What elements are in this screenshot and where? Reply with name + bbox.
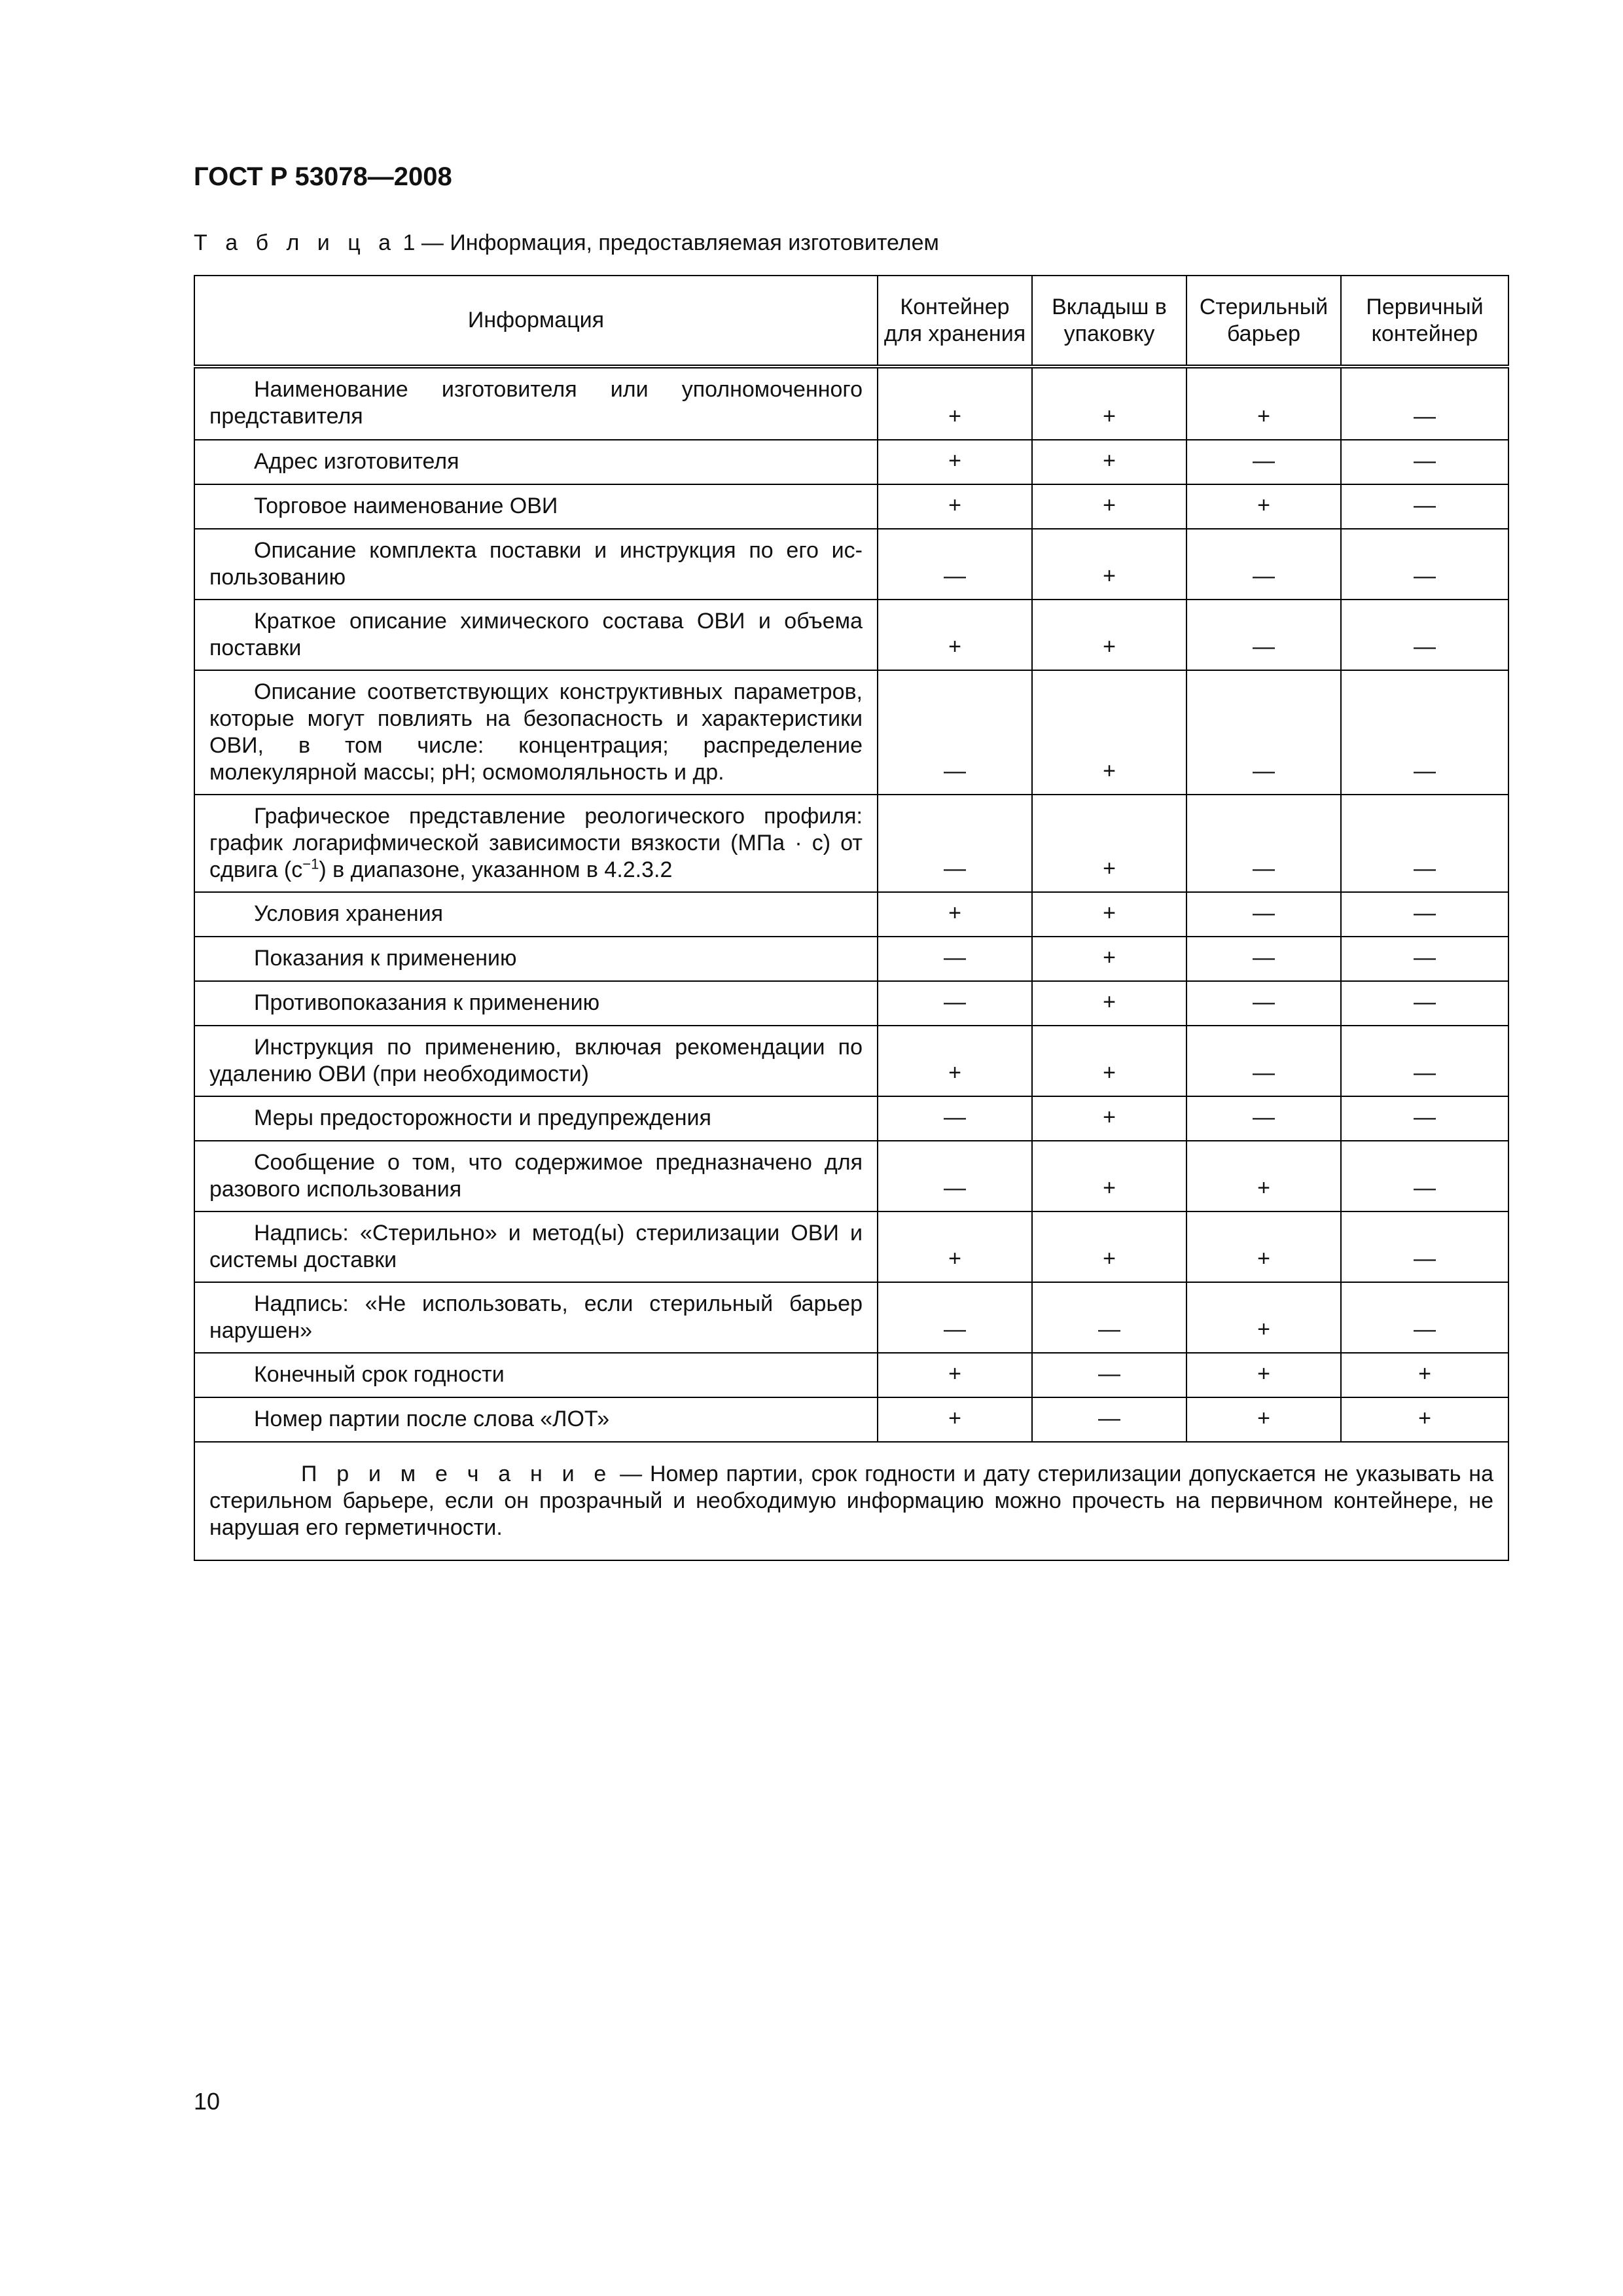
mark-cell: — [1186, 440, 1341, 484]
mark-cell: + [1032, 1096, 1186, 1141]
mark-cell: — [1341, 484, 1508, 529]
mark-cell: — [1186, 892, 1341, 937]
mark-cell: + [1186, 1282, 1341, 1353]
info-cell: Условия хранения [194, 892, 878, 937]
table-note [194, 1442, 1508, 1560]
table-row [194, 670, 1508, 795]
mark-cell: — [1186, 795, 1341, 892]
info-cell: Адрес изготовителя [194, 440, 878, 484]
table-row [194, 529, 1508, 600]
mark-cell: + [878, 600, 1032, 670]
info-text-part: ) в диапазоне, указанном в 4.2.3.2 [319, 857, 673, 882]
mark-cell: + [1186, 1211, 1341, 1282]
mark-cell: + [1032, 1141, 1186, 1211]
page-number: 10 [194, 2088, 221, 2115]
mark-cell: — [878, 1282, 1032, 1353]
table-body [194, 367, 1508, 1560]
mark-cell: + [1032, 892, 1186, 937]
table-row [194, 981, 1508, 1026]
mark-cell: — [1341, 981, 1508, 1026]
table-row [194, 1397, 1508, 1442]
mark-cell: + [1032, 529, 1186, 600]
table-caption-number: 1 [402, 230, 416, 255]
info-text-part: Графическое представление реологического профиля: график логарифмической зависимости вязкости (МПа · с) от сдвига (с [209, 804, 863, 882]
mark-cell: — [1341, 440, 1508, 484]
mark-cell: + [878, 484, 1032, 529]
column-header-primary-container: Первичный контейнер [1341, 276, 1508, 367]
table-row [194, 937, 1508, 981]
mark-cell: — [1186, 1026, 1341, 1096]
table-row [194, 1353, 1508, 1397]
note-text: — Номер партии, срок годности и дату стерилизации допускается не указывать на стерильном барьере, если он прозрачный и необходимую информацию можно прочесть на первичном контейнере, не нарушая его герметичности. [209, 1462, 1493, 1540]
info-cell: Краткое описание химического состава ОВИ и объема поставки [194, 600, 878, 670]
table-row [194, 1211, 1508, 1282]
table-row [194, 1282, 1508, 1353]
mark-cell: + [878, 367, 1032, 440]
mark-cell: + [878, 1353, 1032, 1397]
mark-cell: — [1186, 1096, 1341, 1141]
mark-cell: — [1341, 1211, 1508, 1282]
mark-cell: — [1341, 1096, 1508, 1141]
table-row [194, 367, 1508, 440]
table-header-row [194, 276, 1508, 367]
mark-cell: — [878, 1096, 1032, 1141]
column-header-sterile-barrier: Стерильный барьер [1186, 276, 1341, 367]
mark-cell: — [1341, 600, 1508, 670]
mark-cell: + [1186, 484, 1341, 529]
info-cell [194, 795, 878, 892]
table-row [194, 440, 1508, 484]
info-cell: Меры предосторожности и предупреждения [194, 1096, 878, 1141]
table-note-row [194, 1442, 1508, 1560]
mark-cell: — [1341, 367, 1508, 440]
mark-cell: — [1032, 1282, 1186, 1353]
document-standard-title: ГОСТ Р 53078—2008 [194, 162, 452, 191]
mark-cell: + [1186, 1397, 1341, 1442]
mark-cell: — [1186, 937, 1341, 981]
mark-cell: — [878, 529, 1032, 600]
info-cell: Противопоказания к применению [194, 981, 878, 1026]
info-cell: Описание комплекта поставки и инструкция по его использованию [194, 529, 878, 600]
mark-cell: + [1032, 795, 1186, 892]
info-cell: Номер партии после слова «ЛОТ» [194, 1397, 878, 1442]
info-cell: Торговое наименование ОВИ [194, 484, 878, 529]
mark-cell: + [878, 1397, 1032, 1442]
mark-cell: — [1341, 529, 1508, 600]
mark-cell: — [878, 795, 1032, 892]
mark-cell: + [878, 892, 1032, 937]
mark-cell: + [878, 1211, 1032, 1282]
mark-cell: + [1032, 981, 1186, 1026]
info-cell: Описание соответствующих конструктивных параметров, которые могут повлиять на безопасность и характеристики ОВИ, в том числе: концентрация; распределение молекулярной массы; pH; осмомоляльность и др. [194, 670, 878, 795]
mark-cell: + [1032, 600, 1186, 670]
mark-cell: — [1341, 670, 1508, 795]
mark-cell: + [1032, 440, 1186, 484]
mark-cell: — [1341, 937, 1508, 981]
mark-cell: — [878, 670, 1032, 795]
mark-cell: + [1032, 937, 1186, 981]
mark-cell: — [1186, 529, 1341, 600]
info-cell: Показания к применению [194, 937, 878, 981]
mark-cell: + [878, 1026, 1032, 1096]
mark-cell: — [1186, 981, 1341, 1026]
mark-cell: + [878, 440, 1032, 484]
info-cell: Надпись: «Стерильно» и метод(ы) стерилизации ОВИ и системы доставки [194, 1211, 878, 1282]
mark-cell: + [1341, 1353, 1508, 1397]
mark-cell: — [1032, 1353, 1186, 1397]
table-row [194, 795, 1508, 892]
column-header-package-insert: Вкладыш в упаковку [1032, 276, 1186, 367]
mark-cell: — [1341, 1026, 1508, 1096]
note-label: П р и м е ч а н и е [301, 1462, 613, 1486]
table-row [194, 1141, 1508, 1211]
mark-cell: + [1032, 1211, 1186, 1282]
table-row [194, 600, 1508, 670]
mark-cell: — [1341, 795, 1508, 892]
info-cell: Надпись: «Не использовать, если стерильный барьер нарушен» [194, 1282, 878, 1353]
mark-cell: + [1186, 1141, 1341, 1211]
mark-cell: + [1032, 670, 1186, 795]
mark-cell: + [1186, 367, 1341, 440]
table-row [194, 484, 1508, 529]
mark-cell: — [1186, 600, 1341, 670]
info-cell: Инструкция по применению, включая рекомендации по удалению ОВИ (при необходимости) [194, 1026, 878, 1096]
information-table [194, 275, 1509, 1561]
column-header-storage-container: Контейнер для хранения [878, 276, 1032, 367]
info-cell: Конечный срок годности [194, 1353, 878, 1397]
mark-cell: + [1341, 1397, 1508, 1442]
info-cell: Сообщение о том, что содержимое предназначено для разового использования [194, 1141, 878, 1211]
table-caption [194, 230, 939, 256]
mark-cell: — [1341, 1141, 1508, 1211]
mark-cell: + [1032, 484, 1186, 529]
mark-cell: — [1186, 670, 1341, 795]
mark-cell: — [878, 981, 1032, 1026]
table-row [194, 1096, 1508, 1141]
mark-cell: + [1032, 1026, 1186, 1096]
column-header-information: Информация [194, 276, 878, 367]
mark-cell: — [1341, 1282, 1508, 1353]
mark-cell: — [1032, 1397, 1186, 1442]
table-row [194, 892, 1508, 937]
info-superscript: −1 [302, 855, 319, 872]
mark-cell: + [1186, 1353, 1341, 1397]
table-caption-text: — Информация, предоставляемая изготовителем [415, 230, 939, 255]
mark-cell: — [1341, 892, 1508, 937]
table-caption-label: Т а б л и ц а [194, 230, 397, 255]
table-row [194, 1026, 1508, 1096]
mark-cell: — [878, 937, 1032, 981]
mark-cell: + [1032, 367, 1186, 440]
info-cell: Наименование изготовителя или уполномоченного представителя [194, 367, 878, 440]
mark-cell: — [878, 1141, 1032, 1211]
